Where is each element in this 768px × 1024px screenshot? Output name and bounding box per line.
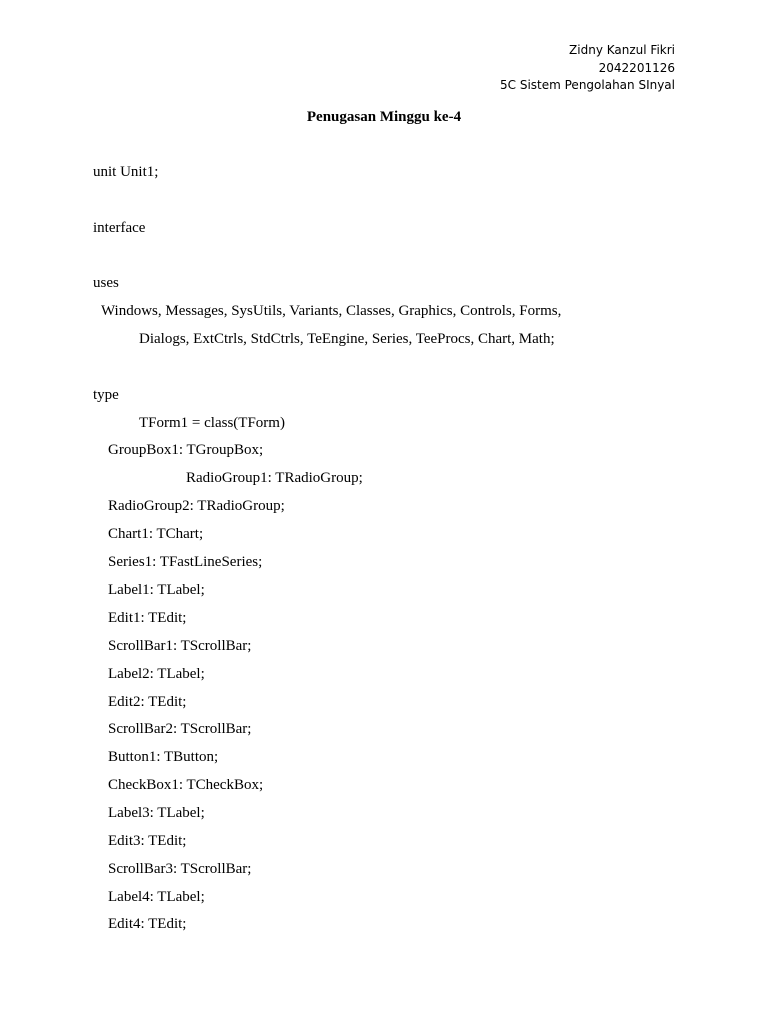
- student-id: 2042201126: [598, 60, 675, 75]
- code-line: GroupBox1: TGroupBox;: [108, 442, 264, 458]
- code-line: ScrollBar1: TScrollBar;: [108, 638, 252, 654]
- code-line: Label3: TLabel;: [108, 805, 205, 821]
- document-title: Penugasan Minggu ke-4: [306, 109, 462, 125]
- code-line: Label2: TLabel;: [108, 666, 205, 682]
- code-line: RadioGroup2: TRadioGroup;: [108, 498, 285, 514]
- code-line: uses: [93, 275, 119, 291]
- code-line: Chart1: TChart;: [108, 526, 204, 542]
- code-line: Edit3: TEdit;: [108, 833, 187, 849]
- author-name: Zidny Kanzul Fikri: [569, 43, 675, 57]
- code-line: type: [93, 387, 119, 403]
- code-line: Edit1: TEdit;: [108, 610, 187, 626]
- code-line: Edit2: TEdit;: [108, 694, 187, 710]
- code-line: Dialogs, ExtCtrls, StdCtrls, TeEngine, Series, TeeProcs, Chart, Math;: [139, 331, 555, 347]
- code-line: ScrollBar3: TScrollBar;: [108, 861, 252, 877]
- code-line: unit Unit1;: [93, 164, 159, 180]
- code-line: Label1: TLabel;: [108, 582, 205, 598]
- code-line: interface: [93, 220, 146, 236]
- code-line: TForm1 = class(TForm): [139, 415, 285, 431]
- code-line: Series1: TFastLineSeries;: [108, 554, 263, 570]
- code-line: Button1: TButton;: [108, 749, 219, 765]
- code-line: CheckBox1: TCheckBox;: [108, 777, 264, 793]
- code-line: Label4: TLabel;: [108, 889, 205, 905]
- code-line: Edit4: TEdit;: [108, 916, 187, 932]
- class-course: 5C Sistem Pengolahan SInyal: [500, 78, 675, 92]
- code-line: ScrollBar2: TScrollBar;: [108, 721, 252, 737]
- code-line: Windows, Messages, SysUtils, Variants, Classes, Graphics, Controls, Forms,: [101, 303, 562, 319]
- author-header: [500, 42, 675, 95]
- code-line: RadioGroup1: TRadioGroup;: [186, 470, 363, 486]
